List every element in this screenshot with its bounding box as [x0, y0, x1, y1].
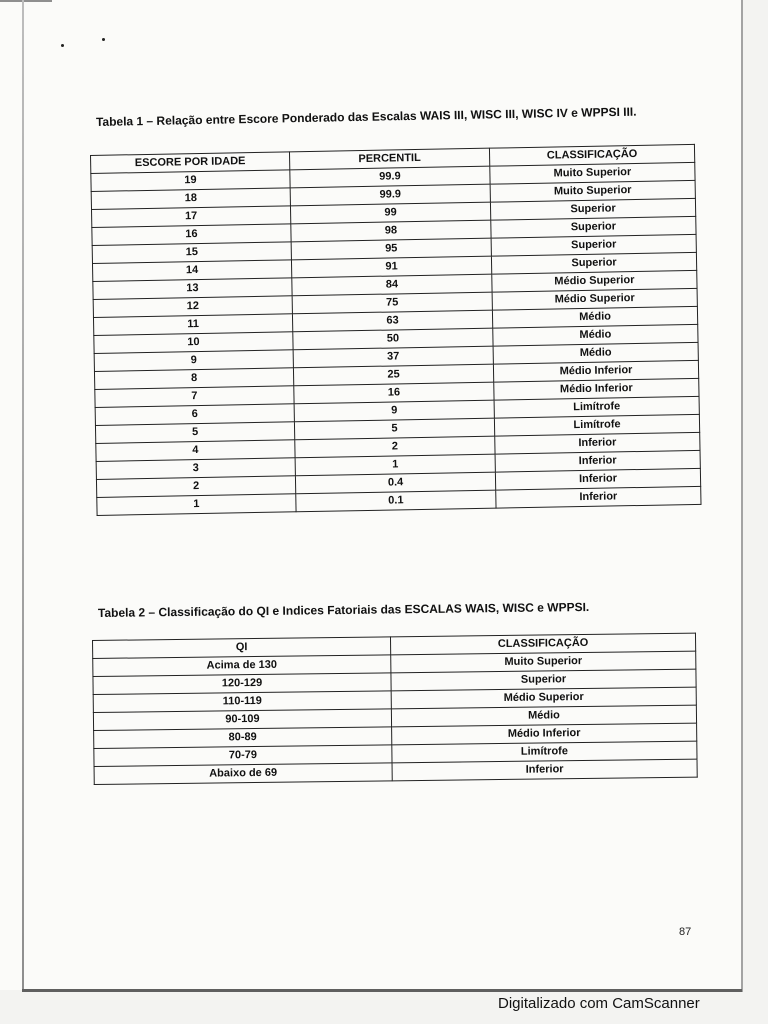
table-cell: 70-79 — [94, 745, 392, 767]
table-2-header-cell: QI — [93, 637, 391, 659]
table-cell: 99 — [290, 202, 490, 224]
table-cell: Muito Superior — [490, 162, 695, 184]
table-cell: Inferior — [495, 468, 700, 490]
table-1-header-cell: ESCORE POR IDADE — [91, 152, 290, 174]
table-cell: Médio Superior — [492, 270, 697, 292]
table-cell: 5 — [294, 418, 494, 440]
table-cell: 7 — [95, 386, 294, 408]
table-cell: Médio Inferior — [392, 723, 697, 745]
table-cell: 12 — [93, 296, 292, 318]
table-cell: Limítrofe — [494, 414, 699, 436]
table-2-header-cell: CLASSIFICAÇÃO — [390, 633, 695, 655]
table-2 — [92, 633, 698, 785]
table-cell: Médio — [492, 306, 697, 328]
table-cell: Muito Superior — [490, 180, 695, 202]
table-cell: 63 — [292, 310, 492, 332]
bottom-paper-edge — [22, 989, 742, 992]
table-cell: 84 — [292, 274, 492, 296]
table-2-container — [92, 633, 698, 785]
table-cell: 19 — [91, 170, 290, 192]
table-cell: Inferior — [495, 450, 700, 472]
table-cell: Superior — [491, 234, 696, 256]
table-1-container — [90, 144, 702, 516]
table-cell: 90-109 — [93, 709, 391, 731]
table-cell: 95 — [291, 238, 491, 260]
camscanner-watermark: Digitalizado com CamScanner — [498, 995, 700, 1012]
table-cell: 18 — [91, 188, 290, 210]
table-cell: Inferior — [496, 486, 701, 508]
table-cell: 4 — [96, 440, 295, 462]
table-cell: 14 — [92, 260, 291, 282]
table-cell: 2 — [295, 436, 495, 458]
table-cell: 2 — [96, 476, 295, 498]
table-cell: Limítrofe — [494, 396, 699, 418]
table-cell: 120-129 — [93, 673, 391, 695]
table-cell: 80-89 — [94, 727, 392, 749]
scan-dot — [102, 38, 105, 41]
table-cell: 37 — [293, 346, 493, 368]
table-cell: Médio — [391, 705, 696, 727]
table-cell: 17 — [91, 206, 290, 228]
table-2-title: Tabela 2 – Classificação do QI e Indices Fatoriais das ESCALAS WAIS, WISC e WPPSI. — [97, 599, 590, 620]
table-cell: 1 — [295, 454, 495, 476]
table-cell: 1 — [97, 494, 296, 516]
table-cell: Superior — [490, 198, 695, 220]
table-cell: Acima de 130 — [93, 655, 391, 677]
table-cell: 9 — [294, 400, 494, 422]
table-cell: 10 — [94, 332, 293, 354]
table-cell: 91 — [291, 256, 491, 278]
table-cell: Médio Inferior — [493, 360, 698, 382]
scan-dot — [61, 44, 64, 47]
table-cell: Muito Superior — [391, 651, 696, 673]
table-cell: 99.9 — [290, 184, 490, 206]
table-cell: Inferior — [495, 432, 700, 454]
table-cell: 75 — [292, 292, 492, 314]
table-1-title: Tabela 1 – Relação entre Escore Ponderado das Escalas WAIS III, WISC III, WISC IV e WPPSI III. — [95, 104, 637, 129]
table-cell: Médio Superior — [391, 687, 696, 709]
table-cell: 3 — [96, 458, 295, 480]
table-cell: 16 — [92, 224, 291, 246]
table-cell: 50 — [293, 328, 493, 350]
table-1 — [90, 144, 702, 516]
table-cell: 16 — [294, 382, 494, 404]
table-1-header-cell: CLASSIFICAÇÃO — [489, 144, 694, 166]
table-cell: Inferior — [392, 759, 697, 781]
table-cell: 15 — [92, 242, 291, 264]
table-cell: Superior — [391, 669, 696, 691]
page-number: 87 — [679, 926, 692, 938]
table-cell: 5 — [95, 422, 294, 444]
right-paper-edge — [741, 0, 743, 992]
table-cell: 110-119 — [93, 691, 391, 713]
table-cell: Limítrofe — [392, 741, 697, 763]
table-cell: Superior — [491, 216, 696, 238]
table-cell: Médio — [493, 324, 698, 346]
table-cell: 6 — [95, 404, 294, 426]
table-cell: 11 — [93, 314, 292, 336]
table-cell: 25 — [293, 364, 493, 386]
table-cell: Médio — [493, 342, 698, 364]
left-paper-edge — [22, 0, 24, 990]
table-cell: 0.1 — [296, 490, 496, 512]
table-cell: 13 — [93, 278, 292, 300]
table-cell: 8 — [94, 368, 293, 390]
top-paper-edge — [0, 0, 52, 2]
table-cell: 99.9 — [290, 166, 490, 188]
table-cell: 0.4 — [295, 472, 495, 494]
table-cell: Médio Superior — [492, 288, 697, 310]
table-cell: 9 — [94, 350, 293, 372]
table-cell: Médio Inferior — [494, 378, 699, 400]
table-1-header-cell: PERCENTIL — [289, 148, 489, 170]
table-cell: Superior — [491, 252, 696, 274]
table-cell: Abaixo de 69 — [94, 763, 392, 785]
table-cell: 98 — [291, 220, 491, 242]
